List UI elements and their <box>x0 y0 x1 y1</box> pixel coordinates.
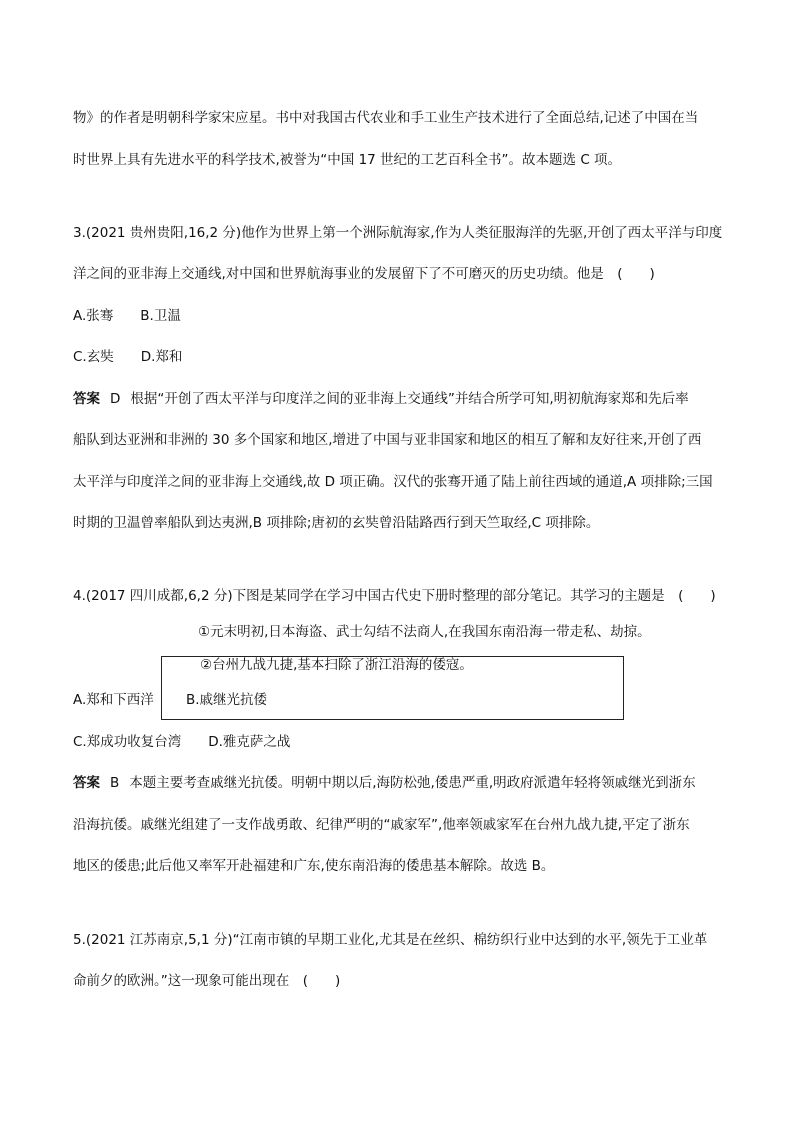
q2-tail-line-1: 物》的作者是明朝科学家宋应星。书中对我国古代农业和手工业生产技术进行了全面总结,记述了中国在当 <box>73 110 699 126</box>
q3-explanation-3: 太平洋与印度洋之间的亚非海上交通线,故 D 项正确。汉代的张骞开通了陆上前往西域的通道,A 项排除;三国 <box>73 474 713 490</box>
q3-options-row-2: C.玄奘 D.郑和 <box>73 349 183 365</box>
answer-key: D <box>110 391 121 407</box>
q5-stem-line-2: 命前夕的欧洲。”这一现象可能出现在 ( ) <box>73 973 341 989</box>
answer-label: 答案 <box>73 775 100 791</box>
q4-explanation-3: 地区的倭患;此后他又率军开赴福建和广东,使东南沿海的倭患基本解除。故选 B。 <box>73 858 555 874</box>
q3-explanation-2: 船队到达亚洲和非洲的 30 多个国家和地区,增进了中国与亚非国家和地区的相互了解和友好往来,开创了西 <box>73 432 702 448</box>
q4-option-a: A.郑和下西洋 <box>73 692 154 708</box>
q3-stem-line-2: 洋之间的亚非海上交通线,对中国和世界航海事业的发展留下了不可磨灭的历史功绩。他是 ( ) <box>73 266 655 282</box>
q3-explanation-1: 根据“开创了西太平洋与印度洋之间的亚非海上交通线”并结合所学可知,明初航海家郑和先后率 <box>130 391 689 407</box>
q3-options-row-1: A.张骞 B.卫温 <box>73 308 181 324</box>
q3-answer-line-1 <box>73 389 689 409</box>
q4-explanation-2: 沿海抗倭。戚继光组建了一支作战勇敢、纪律严明的“戚家军”,他率领戚家军在台州九战九捷,平定了浙东 <box>73 817 690 833</box>
q4-stem-line-1: 4.(2017 四川成都,6,2 分)下图是某同学在学习中国古代史下册时整理的部分笔记。其学习的主题是 ( ) <box>73 588 716 604</box>
q4-explanation-1: 本题主要考查戚继光抗倭。明朝中期以后,海防松弛,倭患严重,明政府派遣年轻将领戚继光到浙东 <box>129 775 696 791</box>
q4-options-row-2: C.郑成功收复台湾 D.雅克萨之战 <box>73 734 291 750</box>
answer-key: B <box>110 775 120 791</box>
q3-stem-line-1: 3.(2021 贵州贵阳,16,2 分)他作为世界上第一个洲际航海家,作为人类征服海洋的先驱,开创了西太平洋与印度 <box>73 225 723 241</box>
q4-note-1: ①元末明初,日本海盗、武士勾结不法商人,在我国东南沿海一带走私、劫掠。 <box>198 624 651 640</box>
q4-note-2: ②台州九战九捷,基本扫除了浙江沿海的倭寇。 <box>200 657 473 673</box>
q4-option-b: B.戚继光抗倭 <box>186 692 268 708</box>
answer-label: 答案 <box>73 391 100 407</box>
q2-tail-line-2: 时世界上具有先进水平的科学技术,被誉为“中国 17 世纪的工艺百科全书”。故本题选 C 项。 <box>73 152 622 168</box>
q5-stem-line-1: 5.(2021 江苏南京,5,1 分)“江南市镇的早期工业化,尤其是在丝织、棉纺织行业中达到的水平,领先于工业革 <box>73 932 708 948</box>
q3-explanation-4: 时期的卫温曾率船队到达夷洲,B 项排除;唐初的玄奘曾沿陆路西行到天竺取经,C 项排除。 <box>73 515 600 531</box>
q4-answer-line-1 <box>73 773 696 793</box>
